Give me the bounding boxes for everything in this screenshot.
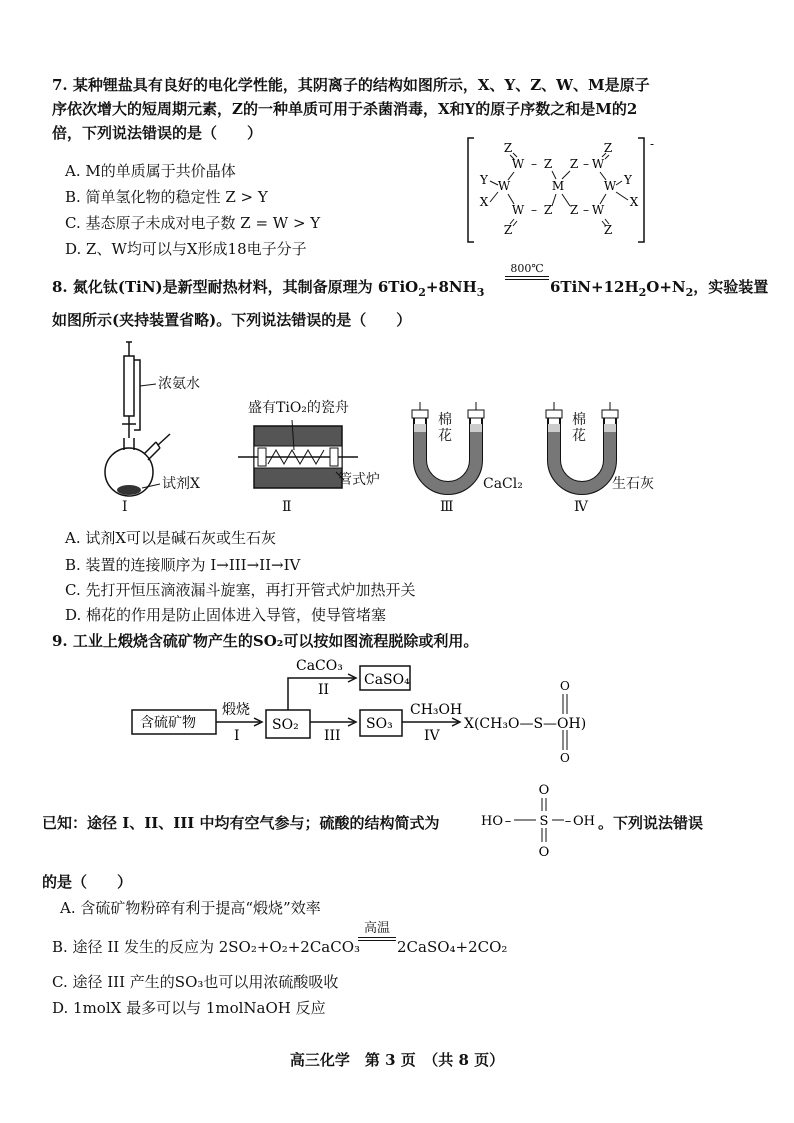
q8-option-c: C. 先打开恒压滴液漏斗旋塞，再打开管式炉加热开关	[65, 581, 416, 599]
flow-step1: I	[234, 728, 240, 744]
flow-so3: SO₃	[366, 716, 393, 732]
label-furnace: 管式炉	[338, 472, 380, 488]
label-cotton-iii: 棉花	[438, 412, 452, 444]
atom-z: Z	[603, 223, 613, 237]
flow-caso4: CaSO₄	[364, 672, 410, 688]
flow-product: X(CH₃O—S—OH)	[464, 716, 587, 732]
atom-w: W	[511, 157, 525, 171]
q8-reaction-condition: 800℃	[505, 263, 549, 280]
q9-option-d: D. 1molX 最多可以与 1molNaOH 反应	[52, 999, 326, 1017]
atom-w: W	[603, 179, 617, 193]
q9-known-line2: 的是（ ）	[42, 873, 133, 891]
label-cotton-iv: 棉花	[572, 412, 586, 444]
flow-caco3: CaCO₃	[296, 658, 343, 674]
q7-option-a: A. M的单质属于共价晶体	[65, 162, 236, 180]
atom-z: Z	[569, 157, 579, 171]
svg-text:–: –	[583, 203, 589, 217]
svg-text:OH: OH	[573, 814, 595, 829]
q7-line2: 序依次增大的短周期元素，Z的一种单质可用于杀菌消毒，X和Y的原子序数之和是M的2	[52, 100, 638, 118]
svg-text:O: O	[538, 845, 550, 860]
q9-option-b-condition: 高温	[358, 922, 396, 941]
label-reagent-x: 试剂X	[162, 476, 200, 492]
svg-text:HO: HO	[481, 814, 503, 829]
flow-step4: IV	[424, 728, 440, 744]
label-ammonia: 浓氨水	[158, 376, 200, 392]
apparatus-label-4: Ⅳ	[574, 499, 588, 515]
page-footer: 高三化学 第 3 页 （共 8 页）	[289, 1051, 505, 1069]
flow-ch3oh: CH₃OH	[410, 702, 463, 718]
apparatus-label-3: Ⅲ	[440, 499, 454, 515]
q7-line3: 倍，下列说法错误的是（ ）	[52, 124, 263, 142]
q8-line1: 8. 氮化钛(TiN)是新型耐热材料，其制备原理为 $6TiO_2+8NH_3$	[52, 278, 485, 299]
atom-m: M	[551, 179, 565, 193]
atom-x: X	[629, 195, 639, 209]
q7-anion-structure	[466, 134, 666, 246]
atom-z: Z	[603, 141, 613, 155]
atom-w: W	[591, 203, 605, 217]
apparatus-label-1: Ⅰ	[122, 499, 128, 515]
svg-text:–: –	[531, 203, 537, 217]
q8-option-a: A. 试剂X可以是碱石灰或生石灰	[65, 529, 277, 547]
svg-text:S: S	[539, 814, 549, 829]
q7-option-d: D. Z、W均可以与X形成18电子分子	[65, 240, 307, 258]
svg-text:–: –	[531, 157, 537, 171]
q9-known-post: 。下列说法错误	[598, 814, 704, 832]
q7-charge: -	[650, 137, 655, 151]
svg-text:O: O	[560, 751, 570, 765]
label-cacl2: CaCl₂	[483, 476, 523, 492]
flow-mineral: 含硫矿物	[140, 715, 196, 731]
flow-step2: II	[318, 682, 330, 698]
q9-option-b-products: 2CaSO₄+2CO₂	[397, 938, 508, 956]
flow-roast: 煅烧	[222, 702, 250, 718]
svg-text:O: O	[560, 679, 570, 693]
svg-text:–: –	[583, 157, 589, 171]
atom-z: Z	[503, 223, 513, 237]
label-lime: 生石灰	[612, 476, 654, 492]
q9-intro: 9. 工业上煅烧含硫矿物产生的SO₂可以按如图流程脱除或利用。	[52, 632, 479, 650]
atom-w: W	[511, 203, 525, 217]
q9-option-b: B. 途径 II 发生的反应为 2SO₂+O₂+2CaCO₃	[52, 938, 361, 956]
atom-z: Z	[569, 203, 579, 217]
atom-z: Z	[543, 157, 553, 171]
atom-x: X	[479, 195, 489, 209]
svg-text:–: –	[504, 814, 512, 829]
q8-option-d: D. 棉花的作用是防止固体进入导管，使导管堵塞	[65, 606, 387, 624]
q7-option-c: C. 基态原子未成对电子数 Z = W > Y	[65, 214, 321, 232]
q9-flow-diagram	[128, 656, 658, 766]
flow-step3: III	[324, 728, 341, 744]
q9-option-c: C. 途径 III 产生的SO₃也可以用浓硫酸吸收	[52, 973, 339, 991]
sulfuric-acid-structure	[478, 780, 596, 860]
svg-text:–: –	[564, 814, 572, 829]
label-boat: 盛有TiO₂的瓷舟	[248, 400, 349, 416]
atom-y: Y	[624, 173, 632, 187]
q9-option-a: A. 含硫矿物粉碎有利于提高“煅烧”效率	[60, 899, 321, 917]
q7-line1: 7. 某种锂盐具有良好的电化学性能，其阴离子的结构如图所示，X、Y、Z、W、M是原子	[52, 76, 650, 94]
apparatus-label-2: Ⅱ	[282, 499, 292, 515]
atom-z: Z	[543, 203, 553, 217]
q7-option-b: B. 简单氢化物的稳定性 Z > Y	[65, 188, 268, 206]
reagent-x-solid	[117, 485, 141, 495]
atom-y: Y	[480, 173, 488, 187]
atom-w: W	[497, 179, 511, 193]
flow-so2: SO₂	[272, 717, 299, 733]
svg-text:O: O	[538, 783, 550, 798]
apparatus-i-flask	[100, 338, 220, 508]
q8-line1-products: $6TiN+12H_2O+N_2$，实验装置	[550, 278, 769, 299]
q8-line2: 如图所示(夹持装置省略)。下列说法错误的是（ ）	[52, 311, 412, 329]
atom-w: W	[591, 157, 605, 171]
q8-option-b: B. 装置的连接顺序为 I→III→II→IV	[65, 556, 301, 574]
q9-known-pre: 已知：途径 I、II、III 中均有空气参与；硫酸的结构简式为	[42, 814, 440, 832]
atom-z: Z	[503, 141, 513, 155]
